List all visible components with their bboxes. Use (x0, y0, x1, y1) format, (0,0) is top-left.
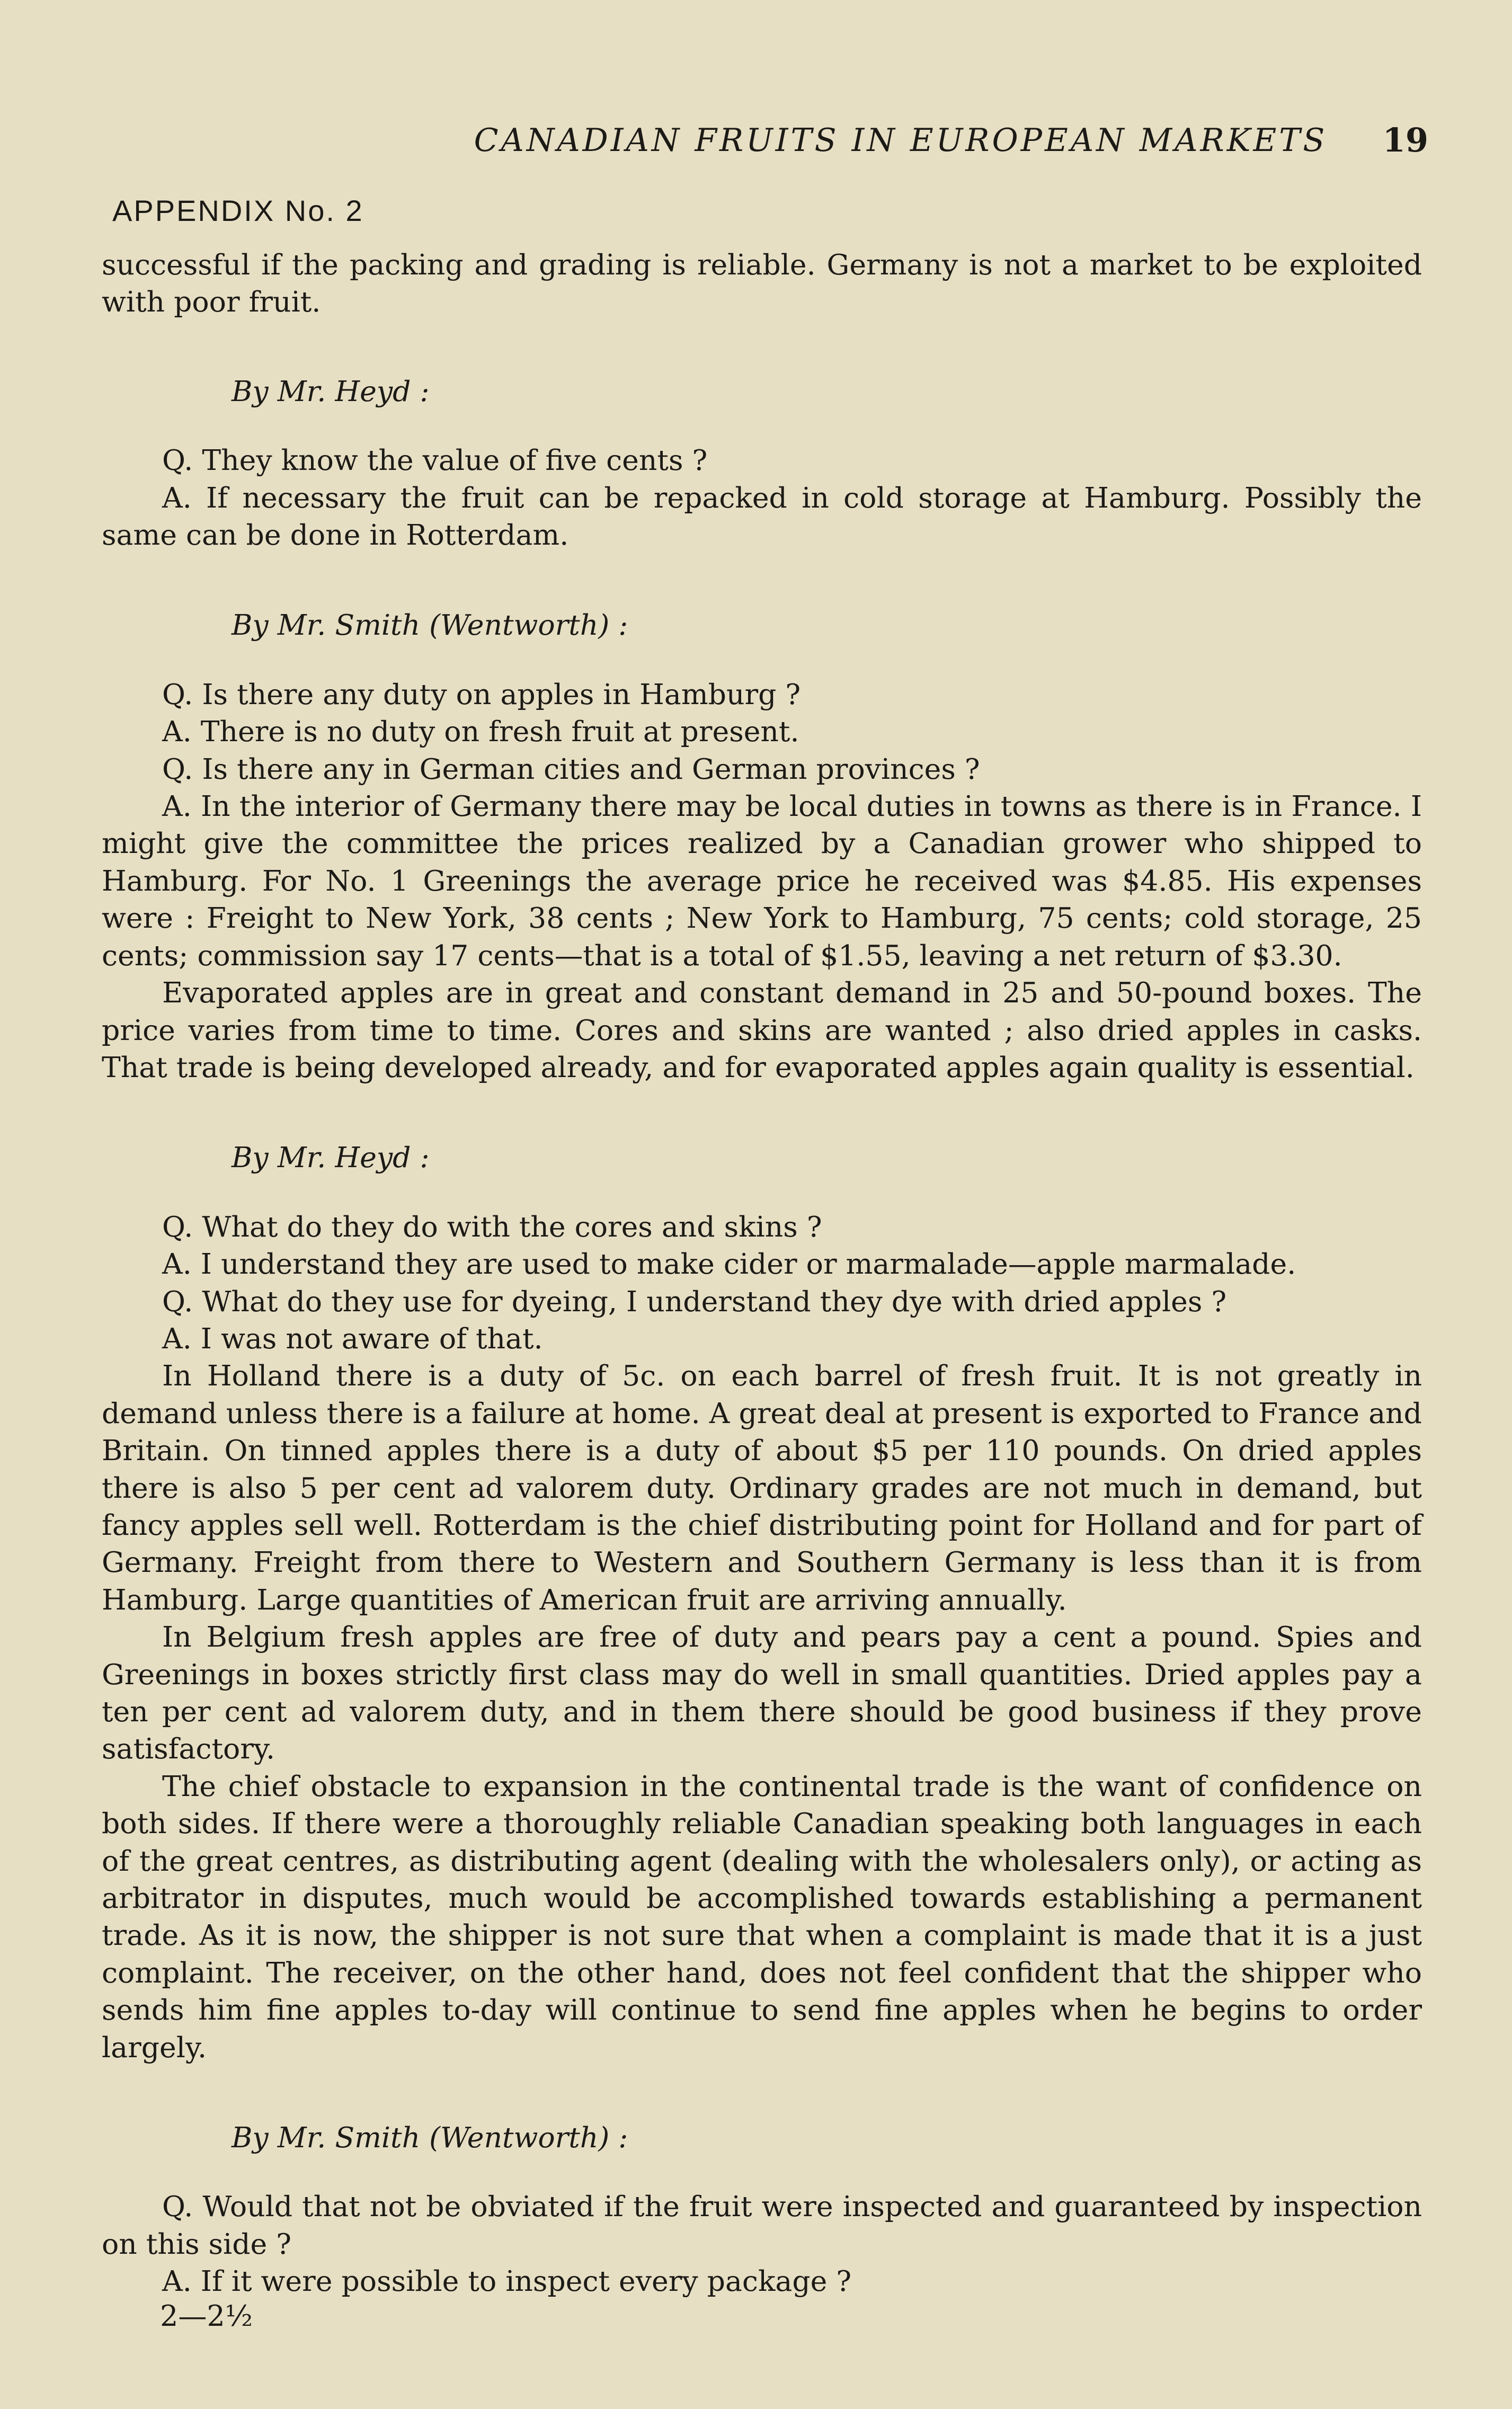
paragraph: The chief obstacle to expansion in the continental trade is the want of confidence on both sides. If there were a thoroughly reliable Canadian speaking both languages in each of the great centres, as distributing agent (dealing with the wholesalers only), or acting as arbitrator in disputes, much would be accomplished towards establishing a permanent trade. As it is now, the shipper is not sure that when a complaint is made that it is a just complaint. The receiver, on the other hand, does not feel confident that the shipper who sends him fine apples to-day will continue to send fine apples when he begins to order largely. (102, 1769, 1422, 2064)
page-number: 19 (1382, 121, 1428, 159)
opening-paragraph: successful if the packing and grading is reliable. Germany is not a market to be exploited with poor fruit. (102, 248, 1422, 319)
speaker-heading: By Mr. Smith (Wentworth) : (232, 608, 628, 642)
paragraph: In Holland there is a duty of 5c. on each barrel of fresh fruit. It is not greatly in demand unless there is a failure at home. A great deal at present is exported to France and Britain. On tinned apples there is a duty of about $5 per 110 pounds. On dried apples there is also 5 per cent ad valorem duty. Ordinary grades are not much in demand, but fancy apples sell well. Rotterdam is the chief distributing point for Holland and for part of Germany. Freight from there to Western and Southern Germany is less than it is from Hamburg. Large quantities of American fruit are arriving annually. (102, 1359, 1422, 1616)
question: Q. Is there any duty on apples in Hamburg ? (162, 677, 801, 711)
answer: A. If it were possible to inspect every package ? (162, 2264, 852, 2298)
paragraph: Evaporated apples are in great and constant demand in 25 and 50-pound boxes. The price varies from time to time. Cores and skins are wanted ; also dried apples in casks. That trade is being developed already, and for evaporated apples again quality is essential. (102, 976, 1422, 1084)
answer: A. I was not aware of that. (162, 1321, 543, 1355)
answer: A. If necessary the fruit can be repacked in cold storage at Hamburg. Possibly the same can be done in Rotterdam. (102, 481, 1422, 552)
speaker-heading: By Mr. Heyd : (232, 1141, 430, 1175)
running-title: CANADIAN FRUITS IN EUROPEAN MARKETS (474, 122, 1328, 159)
signature-mark: 2—2½ (160, 2299, 253, 2333)
appendix-label: APPENDIX No. 2 (112, 194, 364, 227)
paragraph: In Belgium fresh apples are free of duty and pears pay a cent a pound. Spies and Greenings in boxes strictly first class may do well in small quantities. Dried apples pay a ten per cent ad valorem duty, and in them there should be good business if they prove satisfactory. (102, 1620, 1422, 1766)
speaker-heading: By Mr. Heyd : (232, 374, 430, 408)
body-text (102, 246, 1422, 2300)
question: Q. Would that not be obviated if the fruit were inspected and guaranteed by inspection on this side ? (102, 2190, 1422, 2261)
speaker-heading: By Mr. Smith (Wentworth) : (232, 2121, 628, 2155)
question: Q. What do they do with the cores and skins ? (162, 1210, 822, 1243)
answer: A. In the interior of Germany there may be local duties in towns as there is in France. I might give the committee the prices realized by a Canadian grower who shipped to Hamburg. For No. 1 Greenings the average price he received was $4.85. His expenses were : Freight to New York, 38 cents ; New York to Hamburg, 75 cents; cold storage, 25 cents; commission say 17 cents—that is a total of $1.55, leaving a net return of $3.30. (102, 789, 1422, 972)
answer: A. I understand they are used to make cider or marmalade—apple marmalade. (162, 1247, 1296, 1281)
question: Q. What do they use for dyeing, I understand they dye with dried apples ? (162, 1284, 1227, 1318)
answer: A. There is no duty on fresh fruit at present. (162, 715, 799, 749)
question: Q. They know the value of five cents ? (162, 443, 708, 477)
question: Q. Is there any in German cities and German provinces ? (162, 752, 980, 786)
